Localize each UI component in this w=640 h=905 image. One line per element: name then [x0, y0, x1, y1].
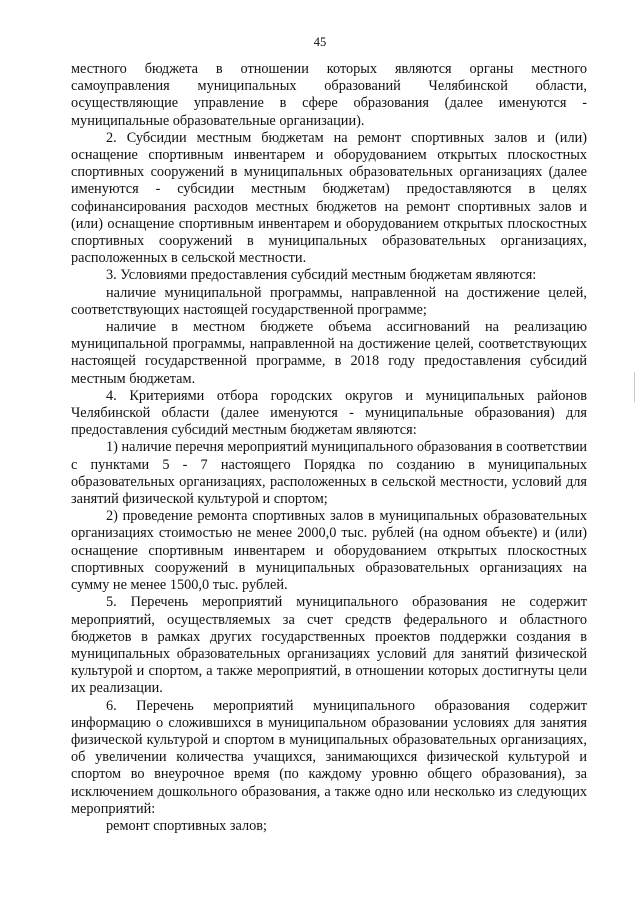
paragraph-4-criterion-1: 1) наличие перечня мероприятий муниципального образования в соответствии с пунктами 5 - 7 настоящего Порядка по созданию в муниципальных образовательных организациях, расположенных в сельской местности, условий для занятий физической культурой и спортом;	[71, 439, 587, 508]
paragraph-2: 2. Субсидии местным бюджетам на ремонт спортивных залов и (или) оснащение спортивным инвентарем и оборудованием открытых плоскостных спортивных сооружений в муниципальных образовательных организациях (далее именуются - субсидии местным бюджетам) предоставляются в целях софинансирования расходов местных бюджетов на ремонт спортивных залов и (или) оснащение спортивным инвентарем и оборудованием открытых плоскостных спортивных сооружений в муниципальных образовательных организациях, расположенных в сельской местности.	[71, 129, 587, 267]
paragraph-3-condition-1: наличие муниципальной программы, направленной на достижение целей, соответствующих настоящей государственной программе;	[71, 284, 587, 318]
paragraph-4-criterion-2: 2) проведение ремонта спортивных залов в муниципальных образовательных организациях стоимостью не менее 2000,0 тыс. рублей (на одном объекте) и (или) оснащение спортивным инвентарем и оборудованием открытых плоскостных спортивных сооружений в муниципальных образовательных организациях на сумму не менее 1500,0 тыс. рублей.	[71, 508, 587, 594]
paragraph-6-item-1: ремонт спортивных залов;	[106, 817, 268, 834]
paragraph-3: 3. Условиями предоставления субсидий местным бюджетам являются:	[106, 267, 537, 284]
paragraph-3-condition-2: наличие в местном бюджете объема ассигнований на реализацию муниципальной программы, направленной на достижение целей, соответствующих настоящей государственной программе, в 2018 году предоставления субсидий местным бюджетам.	[71, 319, 587, 387]
document-body	[71, 61, 587, 835]
paragraph-6: 6. Перечень мероприятий муниципального образования содержит информацию о сложившихся в муниципальном образовании условиях для занятия физической культурой и спортом в муниципальных образовательных организациях, об увеличении количества учащихся, занимающихся физической культурой и спортом во внеурочное время (по каждому уровню общего образования), за исключением дошкольного образования, а также одно или несколько из следующих мероприятий:	[71, 697, 587, 817]
scan-edge-mark	[634, 372, 635, 402]
paragraph-5: 5. Перечень мероприятий муниципального образования не содержит мероприятий, осуществляемых за счет средств федерального и областного бюджетов в рамках других государственных проектов поддержки создания в муниципальных образовательных организациях условий для занятий физической культурой и спортом, а также мероприятий, в отношении которых достигнуты цели их реализации.	[71, 594, 587, 697]
page-number: 45	[313, 35, 327, 49]
paragraph-continuation: местного бюджета в отношении которых являются органы местного самоуправления муниципальных образований Челябинской области, осуществляющие управление в сфере образования (далее именуются - муниципальные образовательные организации).	[71, 61, 587, 129]
paragraph-4: 4. Критериями отбора городских округов и муниципальных районов Челябинской области (далее именуются - муниципальные образования) для предоставления субсидий местным бюджетам являются:	[71, 387, 587, 439]
